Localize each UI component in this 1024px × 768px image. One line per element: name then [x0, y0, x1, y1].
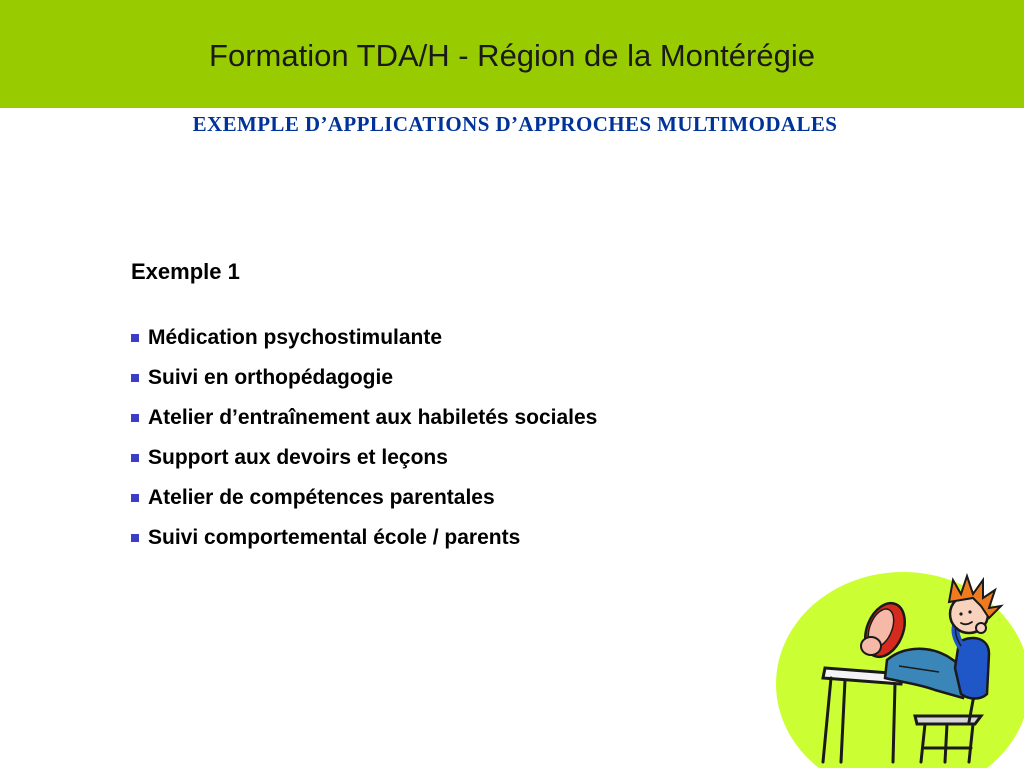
list-item	[131, 358, 597, 398]
square-bullet-icon	[131, 534, 139, 542]
list-item	[131, 318, 597, 358]
list-item	[131, 518, 597, 558]
square-bullet-icon	[131, 454, 139, 462]
square-bullet-icon	[131, 334, 139, 342]
list-item-text: Atelier de compétences parentales	[148, 486, 495, 509]
list-item-text: Support aux devoirs et leçons	[148, 446, 448, 469]
square-bullet-icon	[131, 494, 139, 502]
list-item	[131, 438, 597, 478]
list-item-text: Suivi comportemental école / parents	[148, 526, 521, 549]
list-item-text: Atelier d’entraînement aux habiletés sociales	[148, 406, 598, 429]
square-bullet-icon	[131, 374, 139, 382]
list-item	[131, 478, 597, 518]
slide-header-title: Formation TDA/H - Région de la Montérégie	[209, 38, 815, 73]
boy-at-desk-illustration-icon	[775, 572, 1024, 768]
list-item	[131, 398, 597, 438]
list-item-text: Suivi en orthopédagogie	[148, 366, 394, 389]
slide-subtitle: EXEMPLE D’APPLICATIONS D’APPROCHES MULTIMODALES	[192, 112, 838, 136]
list-item-text: Médication psychostimulante	[148, 326, 443, 349]
example-heading: Exemple 1	[131, 259, 240, 284]
bullet-list	[131, 318, 597, 558]
square-bullet-icon	[131, 414, 139, 422]
